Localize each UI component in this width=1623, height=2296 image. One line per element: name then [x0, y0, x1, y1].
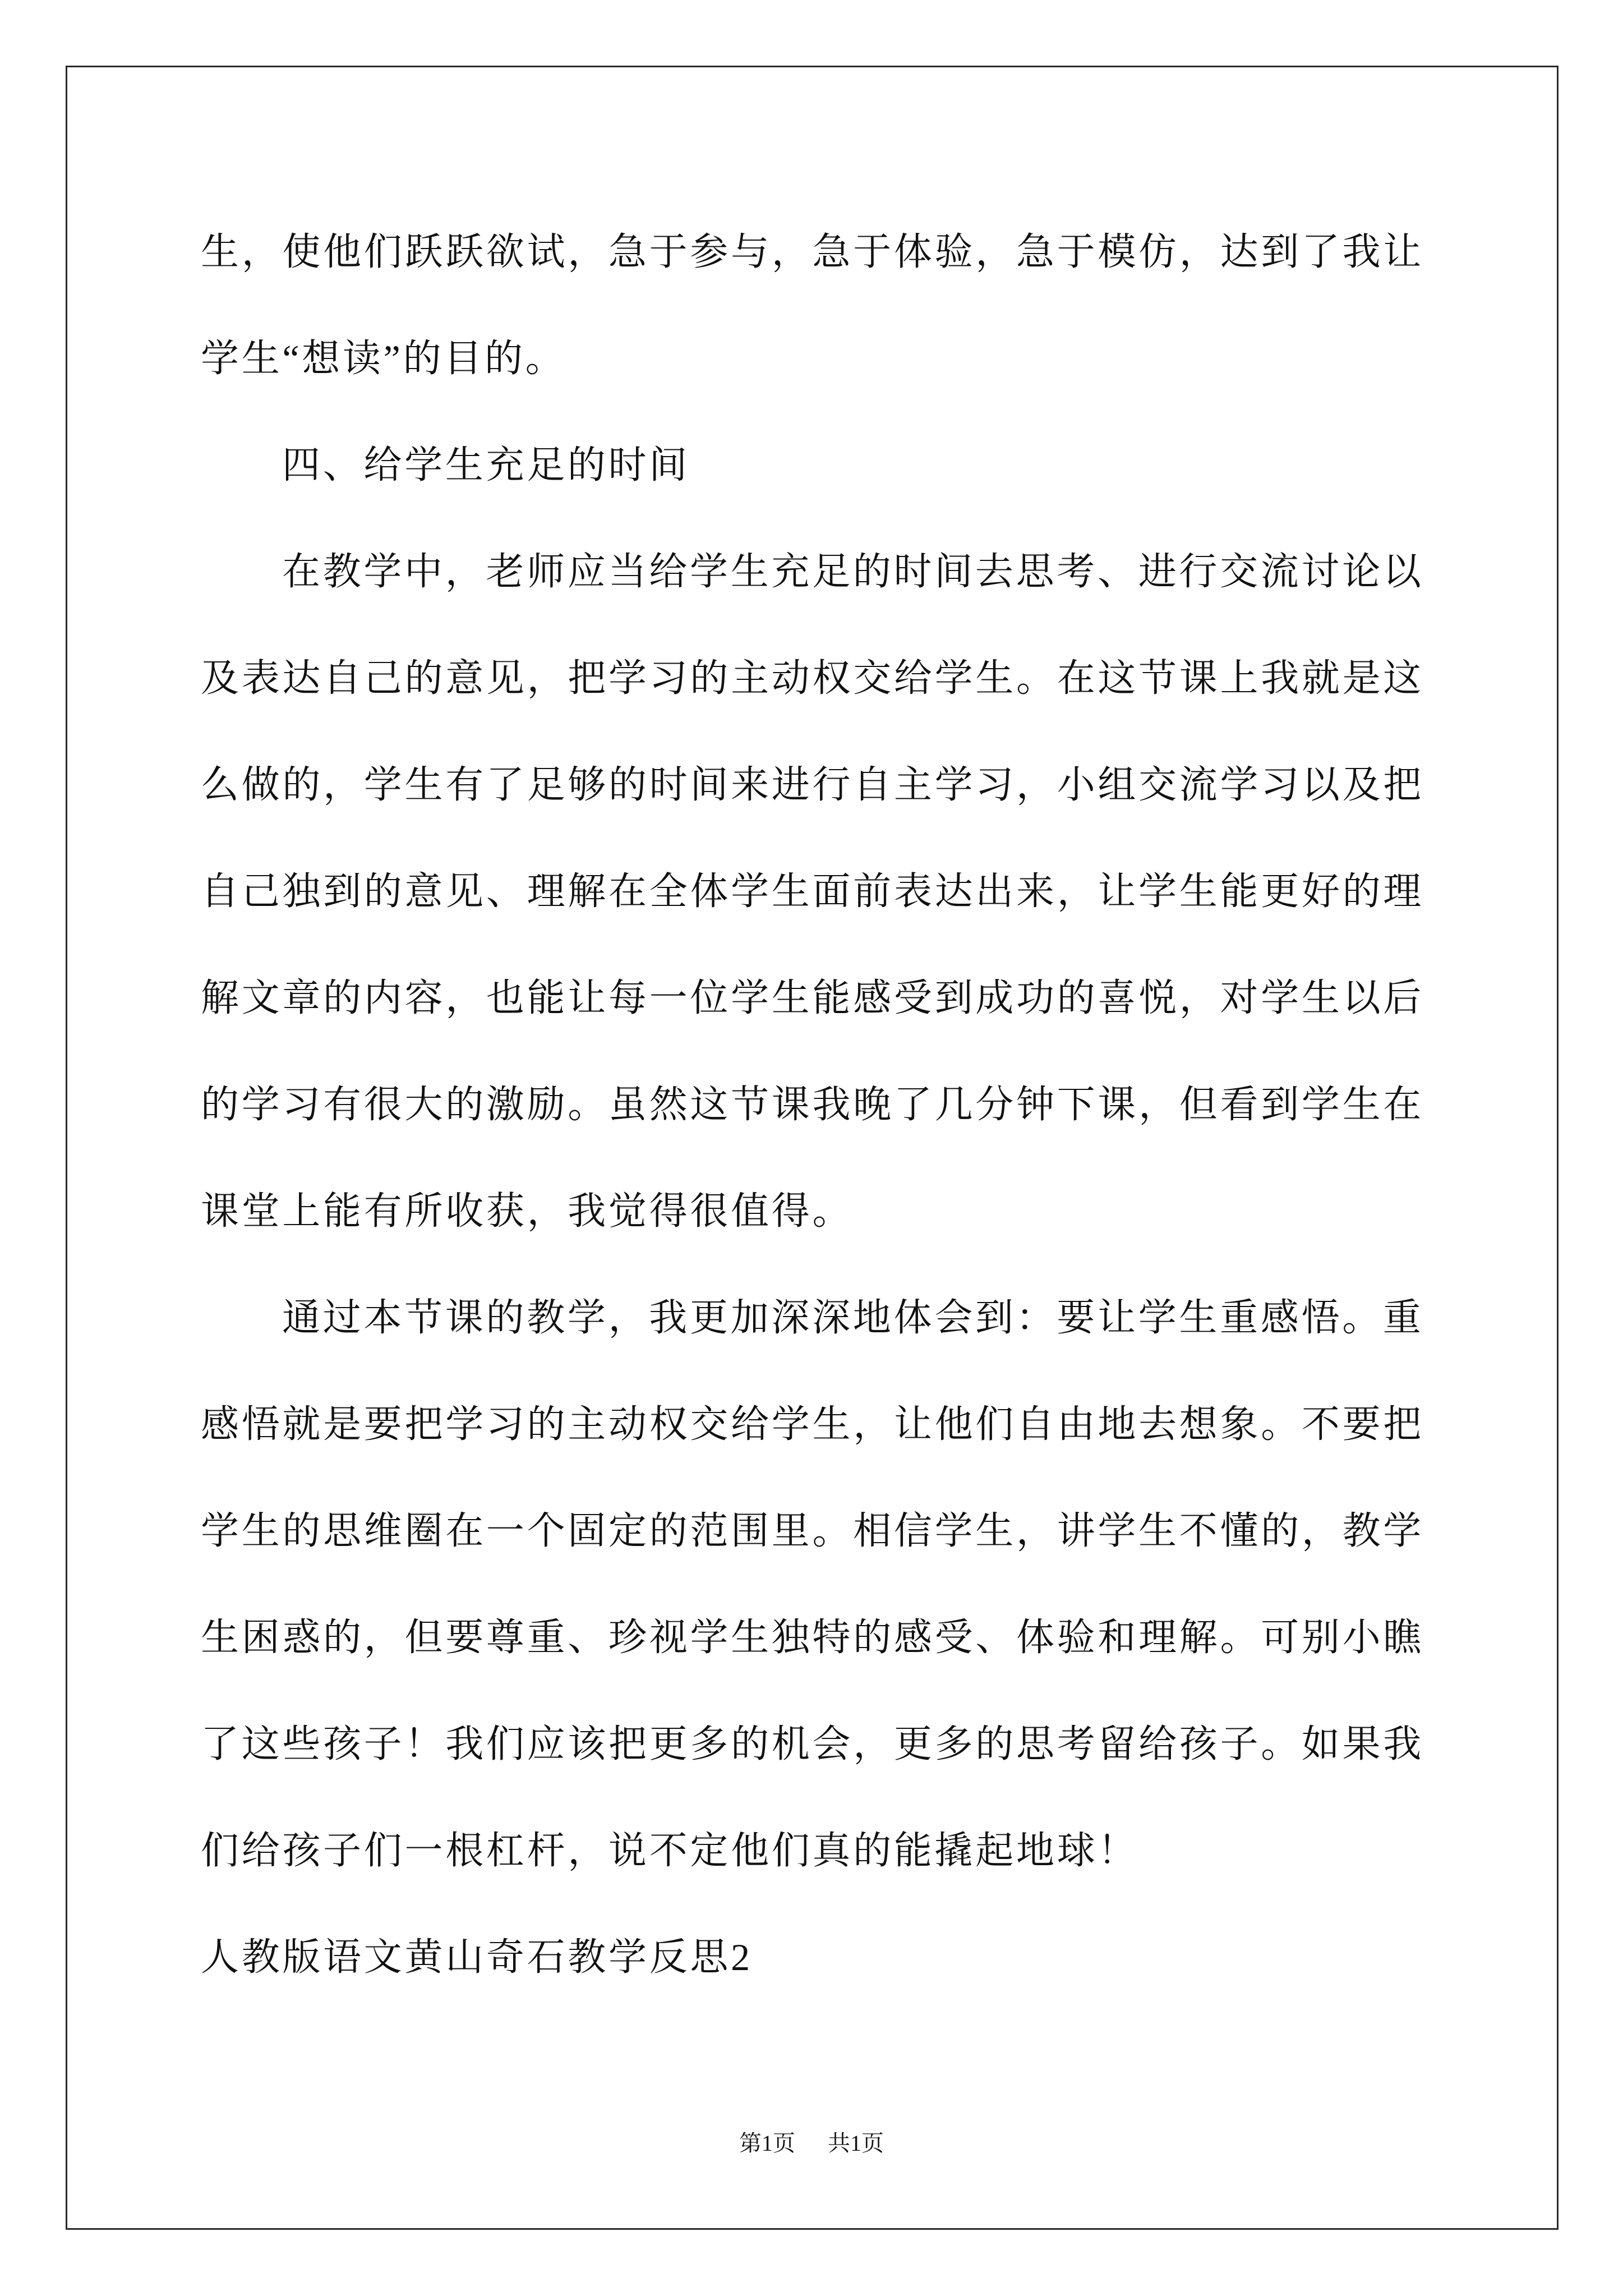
text-line: 感悟就是要把学习的主动权交给学生，让他们自由地去想象。不要把	[201, 1403, 1424, 1446]
text-line: 的学习有很大的激励。虽然这节课我晚了几分钟下课，但看到学生在	[201, 1083, 1424, 1126]
paragraph-continued	[201, 199, 1491, 412]
page-footer	[0, 2127, 1623, 2160]
page-count-total: 共1页	[828, 2131, 884, 2156]
text-line: 生困惑的，但要尊重、珍视学生独特的感受、体验和理解。可别小瞧	[201, 1616, 1424, 1659]
page-number-current: 第1页	[739, 2131, 795, 2156]
paragraph	[201, 1264, 1491, 1904]
document-body	[201, 199, 1491, 2010]
section-heading-text: 四、给学生充足的时间	[282, 444, 690, 486]
text-line: 么做的，学生有了足够的时间来进行自主学习，小组交流学习以及把	[201, 763, 1424, 806]
paragraph	[201, 518, 1491, 1264]
text-line: 通过本节课的教学，我更加深深地体会到：要让学生重感悟。重	[282, 1296, 1424, 1339]
text-line: 在教学中，老师应当给学生充足的时间去思考、进行交流讨论以	[282, 550, 1424, 593]
text-line: 学生“想读”的目的。	[201, 337, 566, 380]
text-line: 们给孩子们一根杠杆，说不定他们真的能撬起地球！	[201, 1829, 1139, 1872]
text-line: 解文章的内容，也能让每一位学生能感受到成功的喜悦，对学生以后	[201, 977, 1424, 1019]
next-article-title: 人教版语文黄山奇石教学反思2	[201, 1936, 753, 1978]
text-line: 生，使他们跃跃欲试，急于参与，急于体验，急于模仿，达到了我让	[201, 231, 1424, 273]
text-line: 自己独到的意见、理解在全体学生面前表达出来，让学生能更好的理	[201, 870, 1424, 913]
text-line: 及表达自己的意见，把学习的主动权交给学生。在这节课上我就是这	[201, 657, 1424, 700]
text-line: 学生的思维圈在一个固定的范围里。相信学生，讲学生不懂的，教学	[201, 1510, 1424, 1552]
text-line: 课堂上能有所收获，我觉得很值得。	[201, 1190, 854, 1232]
text-line: 了这些孩子！我们应该把更多的机会，更多的思考留给孩子。如果我	[201, 1723, 1424, 1765]
section-heading	[201, 412, 1491, 518]
